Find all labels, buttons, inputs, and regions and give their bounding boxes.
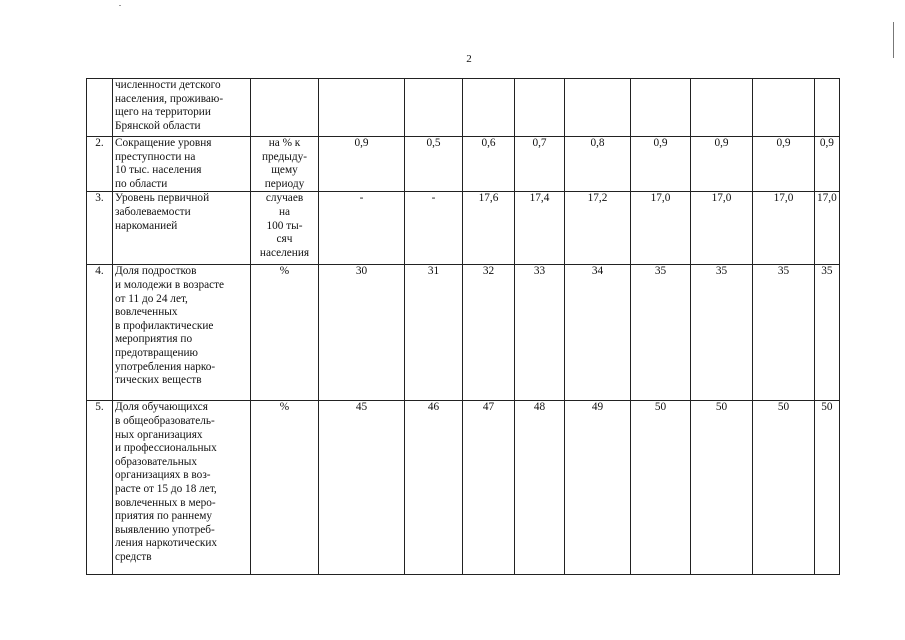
value-cell	[691, 79, 753, 137]
unit-of-measure	[251, 192, 319, 265]
indicator-name-line: тических веществ	[115, 374, 202, 387]
value-cell	[463, 192, 515, 265]
indicator-name-line: численности детского	[115, 79, 221, 91]
indicator-name-line: по области	[115, 177, 168, 190]
value-text: 35	[715, 265, 728, 278]
value-text: 50	[654, 401, 667, 414]
indicator-name	[113, 137, 251, 192]
value-text: 35	[777, 265, 790, 278]
value-cell	[565, 192, 631, 265]
value-cell	[463, 79, 515, 137]
indicator-name-line: средств	[115, 550, 152, 563]
value-text: -	[359, 192, 364, 205]
indicator-name-line: образовательных	[115, 455, 198, 468]
indicator-name-line: населения, проживаю-	[115, 92, 224, 105]
indicator-name-line: преступности на	[115, 150, 196, 163]
unit-of-measure	[251, 79, 319, 137]
value-cell	[815, 401, 840, 575]
value-cell	[319, 79, 405, 137]
value-cell	[753, 79, 815, 137]
value-text: 0,9	[354, 137, 369, 149]
value-text: 0,9	[714, 137, 729, 149]
value-cell	[565, 137, 631, 192]
unit-of-measure	[251, 137, 319, 192]
unit-line: на	[278, 205, 291, 218]
value-cell	[515, 265, 565, 401]
value-text: 17,0	[711, 192, 732, 205]
unit-line: 100 ты-	[266, 219, 303, 232]
indicator-name-line: Уровень первичной	[115, 192, 210, 205]
indicator-name-line: Сокращение уровня	[115, 137, 212, 149]
indicator-name-line: приятия по раннему	[115, 510, 213, 523]
table-body	[87, 79, 840, 575]
value-cell	[319, 192, 405, 265]
value-cell	[515, 401, 565, 575]
value-cell	[753, 401, 815, 575]
table-row	[87, 401, 840, 575]
value-cell	[753, 265, 815, 401]
value-text: 0,5	[426, 137, 441, 149]
unit-line: случаев	[265, 192, 304, 205]
value-text: 45	[355, 401, 368, 414]
value-cell	[565, 265, 631, 401]
indicator-name-line: 10 тыс. населения	[115, 164, 202, 177]
value-cell	[463, 265, 515, 401]
value-cell	[405, 265, 463, 401]
indicator-name-line: и профессиональных	[115, 442, 217, 455]
unit-line: %	[279, 265, 290, 278]
value-cell	[631, 79, 691, 137]
value-text: 31	[427, 265, 440, 278]
value-cell	[691, 137, 753, 192]
value-cell	[753, 137, 815, 192]
value-text: 0,8	[590, 137, 605, 149]
indicator-name-line: расте от 15 до 18 лет,	[115, 482, 217, 495]
value-text: 17,0	[650, 192, 671, 205]
value-text: 17,0	[817, 192, 837, 205]
value-text: 17,2	[587, 192, 608, 205]
value-cell	[515, 79, 565, 137]
value-text: 0,7	[532, 137, 547, 149]
table-row	[87, 79, 840, 137]
value-cell	[691, 192, 753, 265]
unit-line: на % к	[268, 137, 301, 149]
value-cell	[815, 192, 840, 265]
value-cell	[631, 137, 691, 192]
value-text: 0,9	[653, 137, 668, 149]
row-number	[87, 79, 113, 137]
value-text: 49	[591, 401, 604, 414]
scan-artifact	[119, 5, 121, 6]
value-text: -	[431, 192, 436, 205]
indicator-name-line: и молодежи в возрасте	[115, 278, 225, 291]
indicator-name-line: организациях в воз-	[115, 469, 211, 482]
value-text: 50	[821, 401, 833, 414]
table-row	[87, 265, 840, 401]
value-cell	[691, 265, 753, 401]
value-cell	[405, 137, 463, 192]
page-number: 2	[466, 53, 472, 65]
value-cell	[565, 401, 631, 575]
value-text: 17,6	[478, 192, 499, 205]
row-number: 2.	[87, 137, 113, 192]
indicator-name-line: Доля подростков	[115, 265, 197, 278]
value-text: 48	[533, 401, 546, 414]
value-cell	[405, 192, 463, 265]
unit-line: периоду	[264, 177, 305, 190]
indicator-name-line: щего на территории	[115, 106, 211, 119]
value-cell	[515, 137, 565, 192]
indicator-name-line: ления наркотических	[115, 537, 218, 550]
value-cell	[515, 192, 565, 265]
value-cell	[319, 401, 405, 575]
indicator-name-line: употребления нарко-	[115, 360, 216, 373]
indicator-name	[113, 192, 251, 265]
value-cell	[631, 401, 691, 575]
unit-line: %	[279, 401, 290, 414]
unit-of-measure	[251, 265, 319, 401]
table-row	[87, 192, 840, 265]
value-text: 47	[482, 401, 495, 414]
row-number: 4.	[87, 265, 113, 401]
value-cell	[463, 137, 515, 192]
value-text: 32	[482, 265, 495, 278]
unit-of-measure	[251, 401, 319, 575]
value-text: 17,4	[529, 192, 550, 205]
value-text: 35	[654, 265, 667, 278]
unit-line: населения	[259, 246, 310, 259]
indicator-table	[86, 78, 840, 575]
indicator-name-line: вовлеченных	[115, 306, 178, 319]
value-cell	[815, 265, 840, 401]
value-text: 0,9	[776, 137, 791, 149]
indicator-name-line: выявлению употреб-	[115, 523, 215, 536]
indicator-name-line: Брянской области	[115, 119, 201, 132]
value-text: 50	[715, 401, 728, 414]
unit-line: щему	[271, 164, 298, 177]
indicator-name	[113, 401, 251, 575]
value-cell	[631, 192, 691, 265]
value-text: 0,6	[481, 137, 496, 149]
indicator-name-line: ных организациях	[115, 428, 203, 441]
value-cell	[753, 192, 815, 265]
value-cell	[405, 79, 463, 137]
value-text: 50	[777, 401, 790, 414]
indicator-name-line: предотвращению	[115, 346, 198, 359]
row-number: 3.	[87, 192, 113, 265]
indicator-name-line: вовлеченных в меро-	[115, 496, 216, 509]
value-text: 46	[427, 401, 440, 414]
unit-line: сяч	[276, 233, 293, 246]
value-cell	[815, 137, 840, 192]
value-cell	[319, 265, 405, 401]
indicator-name-line: от 11 до 24 лет,	[115, 292, 188, 305]
indicator-name-line: наркоманией	[115, 219, 178, 232]
value-cell	[319, 137, 405, 192]
indicator-name-line: в общеобразователь-	[115, 414, 215, 427]
value-text: 30	[355, 265, 368, 278]
value-cell	[691, 401, 753, 575]
value-text: 35	[821, 265, 833, 278]
indicator-name-line: в профилактические	[115, 319, 214, 332]
indicator-name-line: заболеваемости	[115, 205, 191, 218]
value-cell	[631, 265, 691, 401]
row-number: 5.	[87, 401, 113, 575]
unit-line: предыду-	[261, 150, 308, 163]
indicator-name	[113, 265, 251, 401]
value-text: 0,9	[819, 137, 834, 149]
indicator-name-line: Доля обучающихся	[115, 401, 208, 414]
scan-edge-line	[893, 22, 894, 58]
value-cell	[405, 401, 463, 575]
indicator-name-line: мероприятия по	[115, 333, 193, 346]
value-text: 17,0	[773, 192, 794, 205]
value-cell	[565, 79, 631, 137]
value-cell	[463, 401, 515, 575]
value-cell	[815, 79, 840, 137]
indicator-name	[113, 79, 251, 137]
table-row	[87, 137, 840, 192]
value-text: 34	[591, 265, 604, 278]
value-text: 33	[533, 265, 546, 278]
